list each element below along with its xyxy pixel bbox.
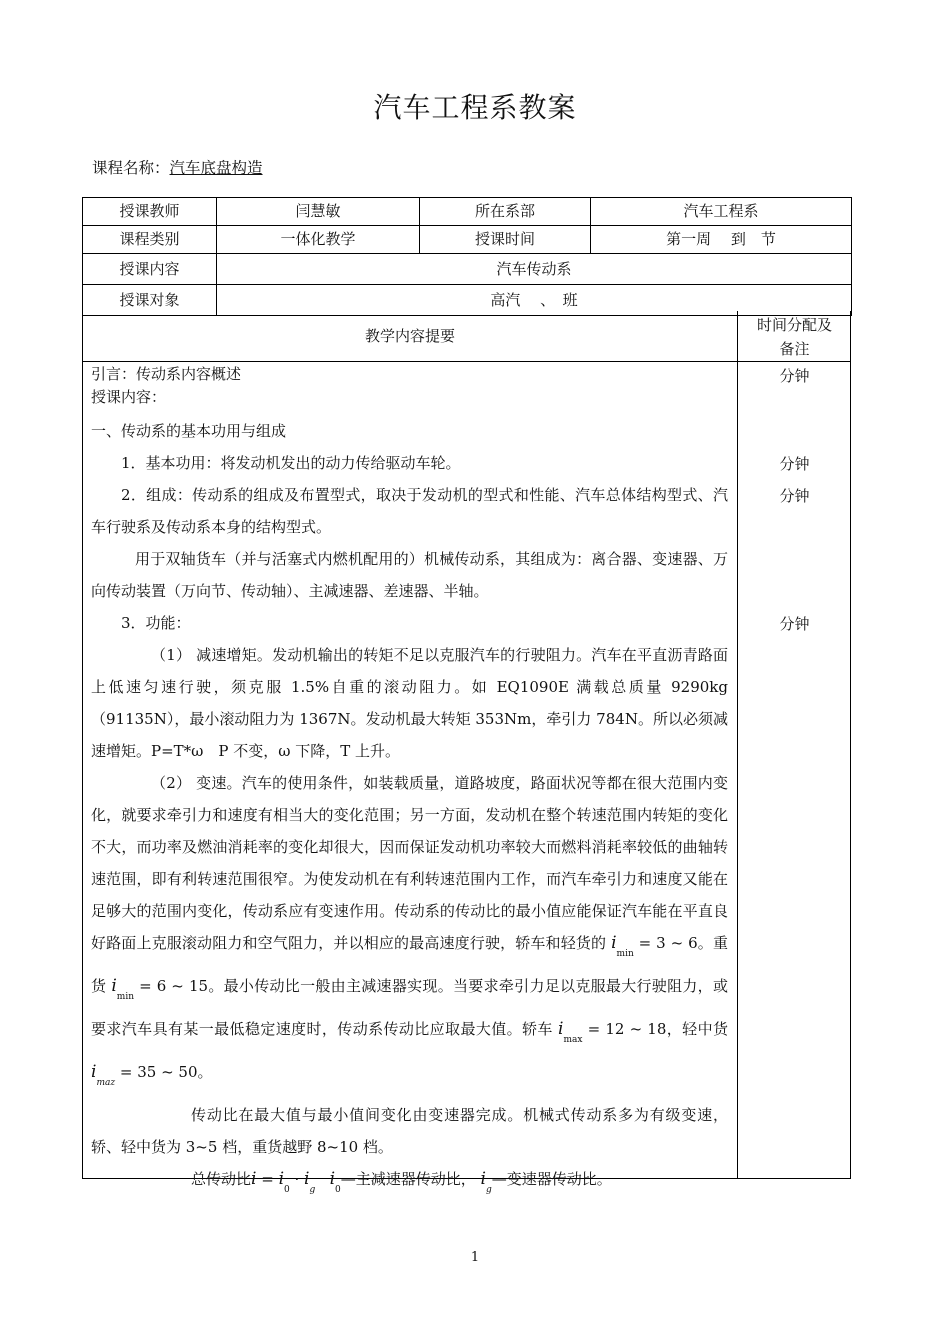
course-name-label: 课程名称： <box>92 159 170 177</box>
total-ratio-label: 总传动比 <box>191 1170 252 1188</box>
document-title: 汽车工程系教案 <box>373 91 577 124</box>
audience-value: 高汽 、 班 <box>217 285 852 316</box>
paragraph-total-ratio <box>91 1163 728 1206</box>
section-heading: 一、传动系的基本功用与组成 <box>91 422 287 440</box>
formula-total-ratio: $i = i_0 \cdot i_g$ <box>251 1169 316 1195</box>
paragraph-composition: 2．组成：传动系的组成及布置型式，取决于发动机的型式和性能、汽车总体结构型式、汽车行驶系及传动系本身的结构型式。 <box>91 486 728 536</box>
formula-i-min-truck: $i_{min} = 6$ ~ 15 <box>111 976 209 1002</box>
course-type-label: 课程类别 <box>83 226 217 254</box>
time-allocation-header-line2: 备注 <box>779 340 810 358</box>
gearbox-ratio-text: —变速器传动比。 <box>491 1170 612 1188</box>
speed-change-text-4: ，轻中货 <box>666 1020 728 1038</box>
dept-value: 汽车工程系 <box>591 198 852 226</box>
lesson-body-table <box>82 311 851 1195</box>
paragraph-speed-change <box>91 767 728 1099</box>
paragraph-basic-function: 1．基本功用：将发动机发出的动力传给驱动车轮。 <box>121 454 461 472</box>
dept-label: 所在系部 <box>420 198 591 226</box>
lesson-content <box>91 363 728 1206</box>
formula-i-max-light-truck: $i_{maz} = 35$ ~ 50 <box>91 1062 198 1088</box>
content-summary-header: 教学内容提要 <box>364 327 455 345</box>
formula-i0: $i_0$ <box>329 1169 341 1195</box>
lesson-label: 授课内容： <box>91 388 167 406</box>
course-type-value: 一体化教学 <box>217 226 420 254</box>
speed-change-text-2: 。重货 <box>91 934 728 995</box>
lesson-content-label: 授课内容 <box>83 254 217 285</box>
final-drive-ratio-text: —主减速器传动比， <box>340 1170 476 1188</box>
minute-note-features: 分钟 <box>779 615 810 633</box>
minute-note-composition: 分钟 <box>779 487 810 505</box>
course-name-value: 汽车底盘构造 <box>169 159 263 177</box>
intro-line: 引言：传动系内容概述 <box>91 365 242 383</box>
class-time-label: 授课时间 <box>420 226 591 254</box>
formula-ig: $i_g$ <box>480 1169 492 1195</box>
column-divider <box>737 311 738 1178</box>
speed-change-text-1: （2） 变速。汽车的使用条件，如装载质量，道路坡度，路面状况等都在很大范围内变化，就要求牵引力和速度有相当大的变化范围；另一方面，发动机在整个转速范围内转矩的变化不大，而功率及燃油消耗率的变化却很大，因而保证发动机功率较大而燃料消耗率较低的曲轴转速范围，即有利转速范围很窄。为使发动机在有利转速范围内工作，而汽车牵引力和速度又能在足够大的范围内变化，传动系应有变速作用。传动系的传动比的最小值应能保证汽车能在平直良好路面上克服滚动阻力和空气阻力，并以相应的最高速度行驶，轿车和轻货的 <box>91 774 728 952</box>
paragraph-functions-heading: 3．功能： <box>121 614 191 632</box>
minute-note-intro: 分钟 <box>779 367 810 385</box>
teacher-label: 授课教师 <box>83 198 217 226</box>
audience-label: 授课对象 <box>83 285 217 316</box>
minute-note-function: 分钟 <box>779 455 810 473</box>
page-number: 1 <box>470 1250 480 1265</box>
paragraph-gearbox: 传动比在最大值与最小值间变化由变速器完成。机械式传动系多为有级变速，轿、轻中货为 3~5 档，重货越野 8~10 档。 <box>91 1106 728 1156</box>
speed-change-text-3: 。最小传动比一般由主减速器实现。当要求牵引力足以克服最大行驶阻力，或要求汽车具有某一最低稳定速度时，传动系传动比应取最大值。轿车 <box>91 977 728 1038</box>
paragraph-torque-increase: （1） 减速增矩。发动机输出的转矩不足以克服汽车的行驶阻力。汽车在平直沥青路面上低速匀速行驶，须克服 1.5%自重的滚动阻力。如 EQ1090E 满载总质量 9290kg（91135N），最小滚动阻力为 1367N。发动机最大转矩 353Nm，牵引力 784N。所以必须减速增矩。P=T*ω P 不变，ω 下降，T 上升。 <box>91 646 728 760</box>
course-info-table <box>82 197 852 316</box>
time-allocation-header <box>738 313 851 361</box>
lesson-content-value: 汽车传动系 <box>217 254 852 285</box>
class-time-value: 第一周 到 节 <box>591 226 852 254</box>
formula-i-max-car: $i_{max} = 12$ ~ 18 <box>558 1019 667 1045</box>
formula-i-min-car: $i_{min} = 3$ ~ 6 <box>611 933 698 959</box>
time-allocation-header-line1: 时间分配及 <box>756 316 832 334</box>
teacher-value: 闫慧敏 <box>217 198 420 226</box>
paragraph-truck-drivetrain: 用于双轴货车（并与活塞式内燃机配用的）机械传动系，其组成为：离合器、变速器、万向传动装置（万向节、传动轴）、主减速器、差速器、半轴。 <box>91 550 728 600</box>
course-name-line <box>92 156 263 178</box>
header-divider <box>83 361 850 362</box>
speed-change-text-5: 。 <box>197 1063 213 1081</box>
